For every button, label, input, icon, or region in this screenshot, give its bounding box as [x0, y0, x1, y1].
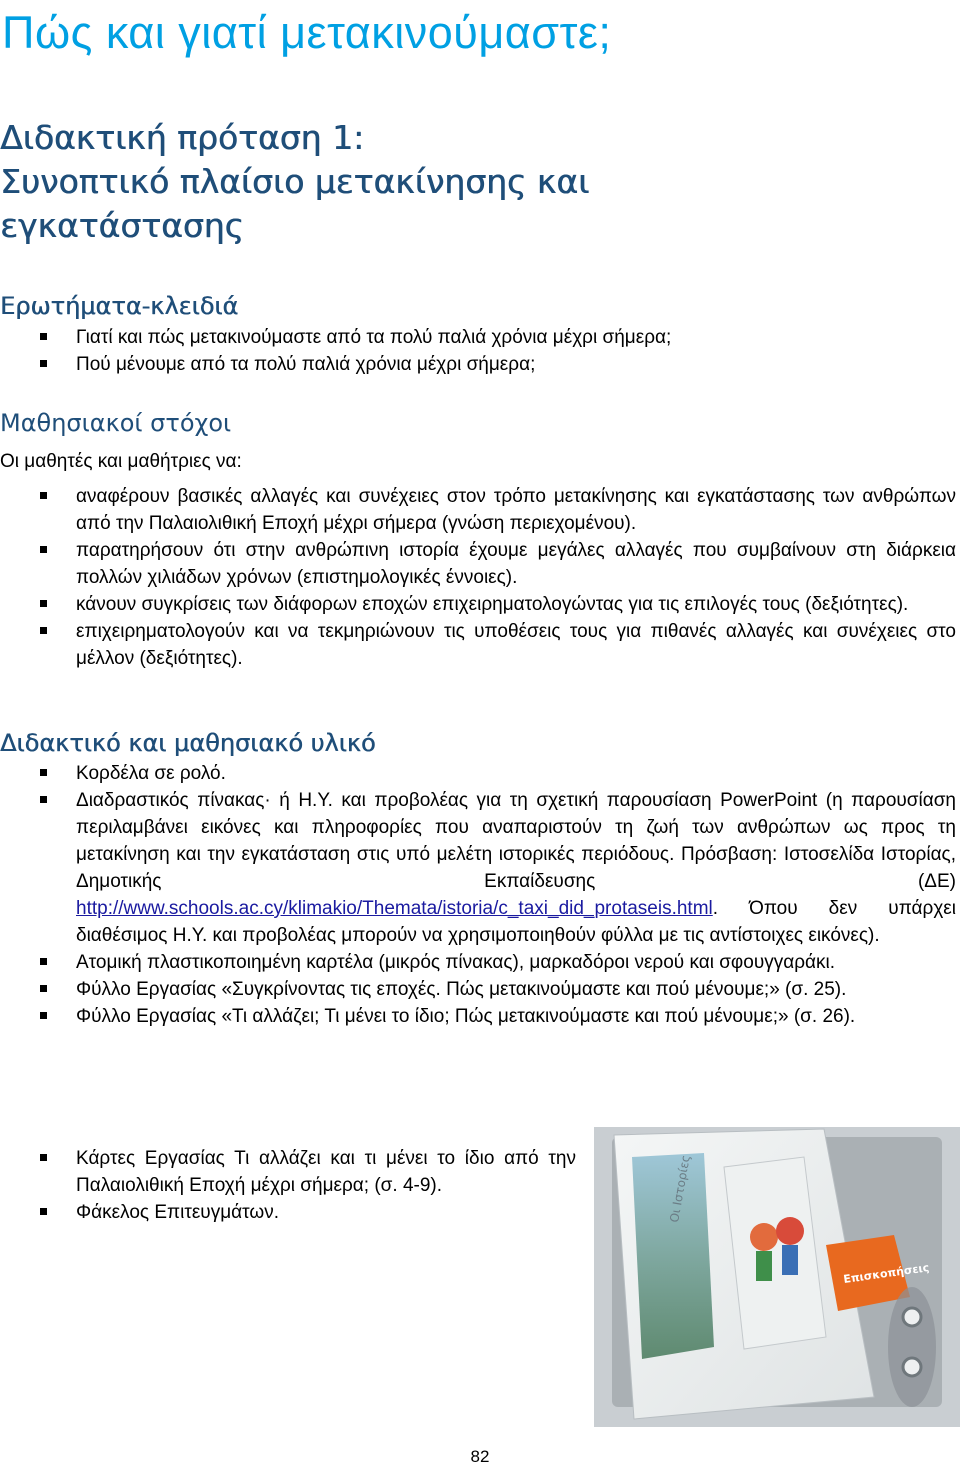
subtitle-line: εγκατάστασης: [0, 206, 244, 245]
folder-label: Οι Ιστορίες: [667, 1153, 693, 1224]
materials-list-continued: [0, 1145, 576, 1226]
list-item: Διαδραστικός πίνακας· ή Η.Υ. και προβολέας για τη σχετική παρουσίαση PowerPoint (η παρουσίαση περιλαμβάνει εικόνες και πληροφορίες που αναπαριστούν τη ζωή των ανθρώπων ως προς τη μετακίνηση και την εγκατάσταση στις υπό μελέτη ιστορικές περιόδους. Πρόσβαση: Ιστοσελίδα Ιστορίας, Δημοτικής Εκπαίδευσης (ΔΕ) http://www.schools.ac.cy/klimakio/Themata/istoria/c_taxi_did_protaseis.html. Όπου δεν υπάρχει διαθέσιμος Η.Υ. και προβολέας μπορούν να χρησιμοποιηθούν φύλλα με τις αντίστοιχες εικόνες).: [0, 787, 956, 949]
square-bullet-icon: [40, 985, 47, 992]
cartoon-child-icon: [750, 1223, 778, 1251]
lesson-subtitle: [0, 116, 800, 248]
key-questions-heading: Ερωτήματα-κλειδιά: [0, 292, 239, 320]
objectives-heading: Μαθησιακοί στόχοι: [0, 409, 232, 437]
folder-photo: [594, 1127, 960, 1427]
folder-photo-illustration: [594, 1127, 960, 1427]
list-item: αναφέρουν βασικές αλλαγές και συνέχειες στον τρόπο μετακίνησης και εγκατάστασης των ανθρώπων από την Παλαιολιθική Εποχή μέχρι σήμερα (γνώση περιεχομένου).: [0, 483, 956, 537]
square-bullet-icon: [40, 1012, 47, 1019]
page-number: 82: [470, 1447, 490, 1466]
list-item: Φάκελος Επιτευγμάτων.: [0, 1199, 576, 1226]
list-item: Γιατί και πώς μετακινούμαστε από τα πολύ παλιά χρόνια μέχρι σήμερα;: [0, 324, 956, 351]
cartoon-child-icon: [776, 1217, 804, 1245]
square-bullet-icon: [40, 769, 47, 776]
list-item: Φύλλο Εργασίας «Συγκρίνοντας τις εποχές. Πώς μετακινούμαστε και πού μένουμε;» (σ. 25).: [0, 976, 956, 1003]
materials-list: [0, 760, 956, 1030]
materials-heading: Διδακτικό και μαθησιακό υλικό: [0, 729, 376, 757]
list-item: Ατομική πλαστικοποιημένη καρτέλα (μικρός πίνακας), μαρκαδόροι νερού και σφουγγαράκι.: [0, 949, 956, 976]
list-item: επιχειρηματολογούν και να τεκμηριώνουν τις υποθέσεις τους για πιθανές αλλαγές και συνέχειες στο μέλλον (δεξιότητες).: [0, 618, 956, 672]
subtitle-line: Συνοπτικό πλαίσιο μετακίνησης και: [0, 162, 590, 201]
list-item: κάνουν συγκρίσεις των διάφορων εποχών επιχειρηματολογώντας για τις επιλογές τους (δεξιότητες).: [0, 591, 956, 618]
square-bullet-icon: [40, 627, 47, 634]
list-item: Κάρτες Εργασίας Τι αλλάζει και τι μένει το ίδιο από την Παλαιολιθική Εποχή μέχρι σήμερα; (σ. 4-9).: [0, 1145, 576, 1199]
square-bullet-icon: [40, 796, 47, 803]
list-item: Πού μένουμε από τα πολύ παλιά χρόνια μέχρι σήμερα;: [0, 351, 956, 378]
square-bullet-icon: [40, 333, 47, 340]
key-questions-list: [0, 324, 956, 378]
square-bullet-icon: [40, 492, 47, 499]
square-bullet-icon: [40, 600, 47, 607]
page-title: Πώς και γιατί μετακινούμαστε;: [2, 7, 612, 58]
card-label: Επισκοπήσεις: [842, 1261, 931, 1286]
square-bullet-icon: [40, 546, 47, 553]
objectives-list: [0, 483, 956, 672]
list-item: Φύλλο Εργασίας «Τι αλλάζει; Τι μένει το ίδιο; Πώς μετακινούμαστε και πού μένουμε;» (σ. 26).: [0, 1003, 956, 1030]
subtitle-line: Διδακτική πρόταση 1:: [0, 118, 365, 157]
objectives-intro: Οι μαθητές και μαθήτριες να:: [0, 451, 242, 472]
square-bullet-icon: [40, 1208, 47, 1215]
square-bullet-icon: [40, 1154, 47, 1161]
list-item: Κορδέλα σε ρολό.: [0, 760, 956, 787]
presentation-link[interactable]: http://www.schools.ac.cy/klimakio/Themata/istoria/c_taxi_did_protaseis.html: [76, 898, 713, 919]
list-item: παρατηρήσουν ότι στην ανθρώπινη ιστορία έχουμε μεγάλες αλλαγές που συμβαίνουν στη διάρκεια πολλών χιλιάδων χρόνων (επιστημολογικές έννοιες).: [0, 537, 956, 591]
square-bullet-icon: [40, 958, 47, 965]
square-bullet-icon: [40, 360, 47, 367]
